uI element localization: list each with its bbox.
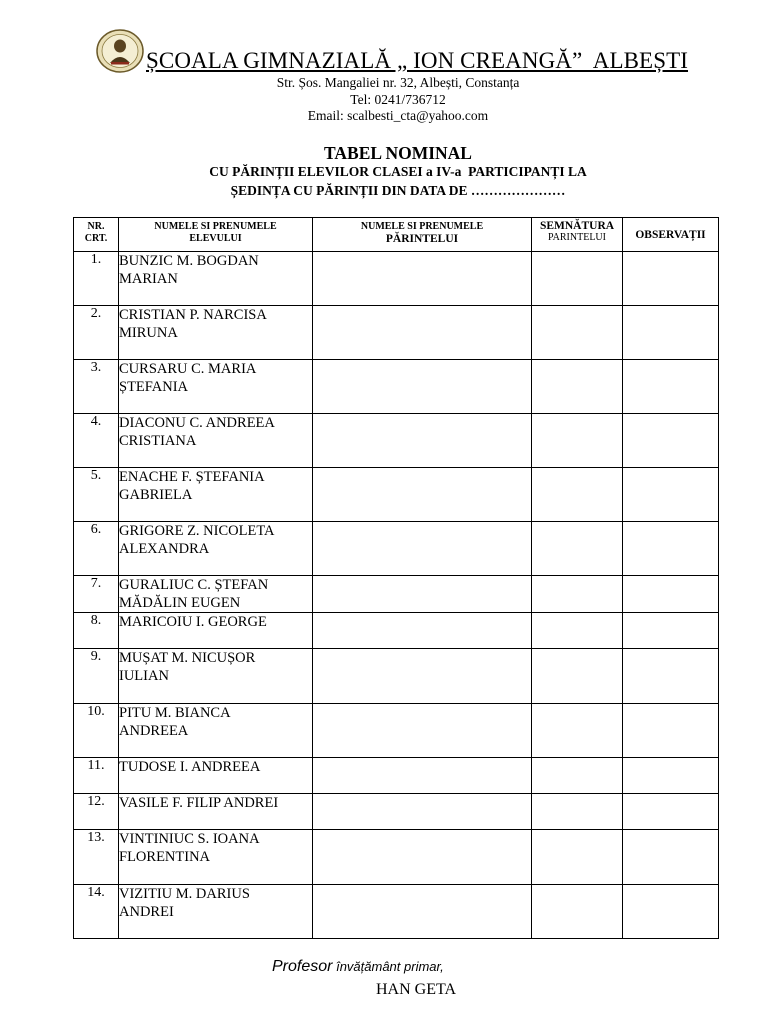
signature-cell[interactable] xyxy=(532,360,623,414)
signature-cell[interactable] xyxy=(532,830,623,885)
header-observations xyxy=(623,218,719,252)
signature-cell[interactable] xyxy=(532,414,623,468)
signature-cell[interactable] xyxy=(532,468,623,522)
student-name-cell xyxy=(119,613,313,649)
school-phone: Tel: 0241/736712 xyxy=(350,92,446,107)
row-number: 14. xyxy=(74,885,119,939)
row-number: 7. xyxy=(74,576,119,613)
row-number: 4. xyxy=(74,414,119,468)
header-student xyxy=(119,218,313,252)
observations-cell[interactable] xyxy=(623,885,719,939)
table-row xyxy=(74,360,719,414)
signature-cell[interactable] xyxy=(532,252,623,306)
table-row xyxy=(74,613,719,649)
row-number: 12. xyxy=(74,794,119,830)
school-logo xyxy=(96,29,144,73)
teacher-role-word: Profesor xyxy=(272,958,333,975)
student-name-cell xyxy=(119,414,313,468)
document-subtitle-line2: ȘEDINȚA CU PĂRINȚII DIN DATA DE ………………… xyxy=(230,183,566,198)
school-email: Email: scalbesti_cta@yahoo.com xyxy=(307,108,489,123)
table-row xyxy=(74,885,719,939)
student-name-line2: MIRUNA xyxy=(119,325,178,341)
header-observations-label: OBSERVAȚII xyxy=(635,228,706,241)
signature-cell[interactable] xyxy=(532,306,623,360)
parent-name-cell[interactable] xyxy=(313,576,532,613)
parent-name-cell[interactable] xyxy=(313,613,532,649)
student-name-line1: CRISTIAN P. NARCISA xyxy=(119,307,267,323)
table-row xyxy=(74,758,719,794)
observations-cell[interactable] xyxy=(623,468,719,522)
student-name-line2: MĂDĂLIN EUGEN xyxy=(119,595,241,611)
parent-name-cell[interactable] xyxy=(313,794,532,830)
header-student-line2: ELEVULUI xyxy=(189,233,242,244)
observations-cell[interactable] xyxy=(623,758,719,794)
parent-name-cell[interactable] xyxy=(313,414,532,468)
teacher-name: HAN GETA xyxy=(376,981,457,998)
signature-cell[interactable] xyxy=(532,704,623,758)
student-name-line1: MUȘAT M. NICUȘOR xyxy=(119,650,256,666)
student-name-line1: MARICOIU I. GEORGE xyxy=(119,614,267,630)
row-number: 3. xyxy=(74,360,119,414)
student-name-cell xyxy=(119,649,313,704)
observations-cell[interactable] xyxy=(623,794,719,830)
header-nr xyxy=(74,218,119,252)
header-nr-line2: CRT. xyxy=(84,233,108,244)
student-name-line2: ANDREI xyxy=(119,904,174,920)
table-row xyxy=(74,576,719,613)
school-address: Str. Șos. Mangaliei nr. 32, Albești, Constanța xyxy=(276,75,520,90)
observations-cell[interactable] xyxy=(623,649,719,704)
school-name: ȘCOALA GIMNAZIALĂ „ ION CREANGĂ” ALBEȘTI xyxy=(146,48,689,73)
row-number: 10. xyxy=(74,704,119,758)
signature-cell[interactable] xyxy=(532,885,623,939)
student-name-cell xyxy=(119,704,313,758)
table-row xyxy=(74,252,719,306)
student-name-line1: PITU M. BIANCA xyxy=(119,705,231,721)
table-row xyxy=(74,649,719,704)
observations-cell[interactable] xyxy=(623,252,719,306)
table-row xyxy=(74,306,719,360)
student-name-line1: GRIGORE Z. NICOLETA xyxy=(119,523,275,539)
parent-name-cell[interactable] xyxy=(313,522,532,576)
observations-cell[interactable] xyxy=(623,613,719,649)
student-name-cell xyxy=(119,576,313,613)
header-parent xyxy=(313,218,532,252)
student-name-line2: ȘTEFANIA xyxy=(119,379,189,395)
student-name-line1: GURALIUC C. ȘTEFAN xyxy=(119,577,269,593)
header-signature-line2: PARINTELUI xyxy=(548,232,606,243)
student-name-cell xyxy=(119,522,313,576)
student-name-line1: BUNZIC M. BOGDAN xyxy=(119,253,259,269)
signature-cell[interactable] xyxy=(532,522,623,576)
student-name-line1: CURSARU C. MARIA xyxy=(119,361,257,377)
student-name-cell xyxy=(119,794,313,830)
student-name-line1: TUDOSE I. ANDREEA xyxy=(119,759,261,775)
teacher-role xyxy=(272,958,444,976)
header-parent-line2: PĂRINTELUI xyxy=(385,233,459,245)
table-row xyxy=(74,414,719,468)
student-name-cell xyxy=(119,758,313,794)
teacher-role-rest: învățământ primar, xyxy=(332,959,444,974)
table-row xyxy=(74,704,719,758)
observations-cell[interactable] xyxy=(623,360,719,414)
student-name-line1: VIZITIU M. DARIUS xyxy=(119,886,250,902)
row-number: 13. xyxy=(74,830,119,885)
document-subtitle-line1: CU PĂRINȚII ELEVILOR CLASEI a IV-a PARTICIPANȚI LA xyxy=(209,164,587,179)
student-name-cell xyxy=(119,830,313,885)
student-name-cell xyxy=(119,468,313,522)
attendance-table xyxy=(73,217,719,939)
row-number: 2. xyxy=(74,306,119,360)
student-name-line1: DIACONU C. ANDREEA xyxy=(119,415,275,431)
header-parent-line1: NUMELE SI PRENUMELE xyxy=(360,221,484,232)
student-name-line2: CRISTIANA xyxy=(119,433,197,449)
parent-name-cell[interactable] xyxy=(313,360,532,414)
row-number: 5. xyxy=(74,468,119,522)
row-number: 11. xyxy=(74,758,119,794)
signature-cell[interactable] xyxy=(532,758,623,794)
student-name-line2: ANDREEA xyxy=(119,723,189,739)
header-signature-line1: SEMNĂTURA xyxy=(539,220,615,232)
observations-cell[interactable] xyxy=(623,704,719,758)
observations-cell[interactable] xyxy=(623,414,719,468)
parent-name-cell[interactable] xyxy=(313,306,532,360)
header-signature xyxy=(532,218,623,252)
student-name-cell xyxy=(119,885,313,939)
student-name-line1: VINTINIUC S. IOANA xyxy=(119,831,260,847)
signature-cell[interactable] xyxy=(532,613,623,649)
student-name-cell xyxy=(119,306,313,360)
row-number: 6. xyxy=(74,522,119,576)
row-number: 8. xyxy=(74,613,119,649)
observations-cell[interactable] xyxy=(623,522,719,576)
table-row xyxy=(74,794,719,830)
student-name-line1: VASILE F. FILIP ANDREI xyxy=(119,795,279,811)
observations-cell[interactable] xyxy=(623,830,719,885)
student-name-line1: ENACHE F. ȘTEFANIA xyxy=(119,469,265,485)
signature-cell[interactable] xyxy=(532,576,623,613)
signature-cell[interactable] xyxy=(532,649,623,704)
table-row xyxy=(74,468,719,522)
parent-name-cell[interactable] xyxy=(313,704,532,758)
observations-cell[interactable] xyxy=(623,576,719,613)
parent-name-cell[interactable] xyxy=(313,649,532,704)
signature-cell[interactable] xyxy=(532,794,623,830)
student-name-line2: MARIAN xyxy=(119,271,178,287)
parent-name-cell[interactable] xyxy=(313,468,532,522)
table-row xyxy=(74,522,719,576)
student-name-line2: FLORENTINA xyxy=(119,849,211,865)
header-student-line1: NUMELE SI PRENUMELE xyxy=(154,221,277,232)
student-name-line2: GABRIELA xyxy=(119,487,193,503)
student-name-cell xyxy=(119,252,313,306)
student-name-line2: ALEXANDRA xyxy=(119,541,210,557)
student-name-cell xyxy=(119,360,313,414)
document-title: TABEL NOMINAL xyxy=(324,143,472,163)
table-header-row xyxy=(74,218,719,252)
row-number: 1. xyxy=(74,252,119,306)
parent-name-cell[interactable] xyxy=(313,830,532,885)
observations-cell[interactable] xyxy=(623,306,719,360)
table-row xyxy=(74,830,719,885)
parent-name-cell[interactable] xyxy=(313,758,532,794)
header-nr-line1: NR. xyxy=(87,221,105,232)
row-number: 9. xyxy=(74,649,119,704)
student-name-line2: IULIAN xyxy=(119,668,169,684)
parent-name-cell[interactable] xyxy=(313,252,532,306)
parent-name-cell[interactable] xyxy=(313,885,532,939)
